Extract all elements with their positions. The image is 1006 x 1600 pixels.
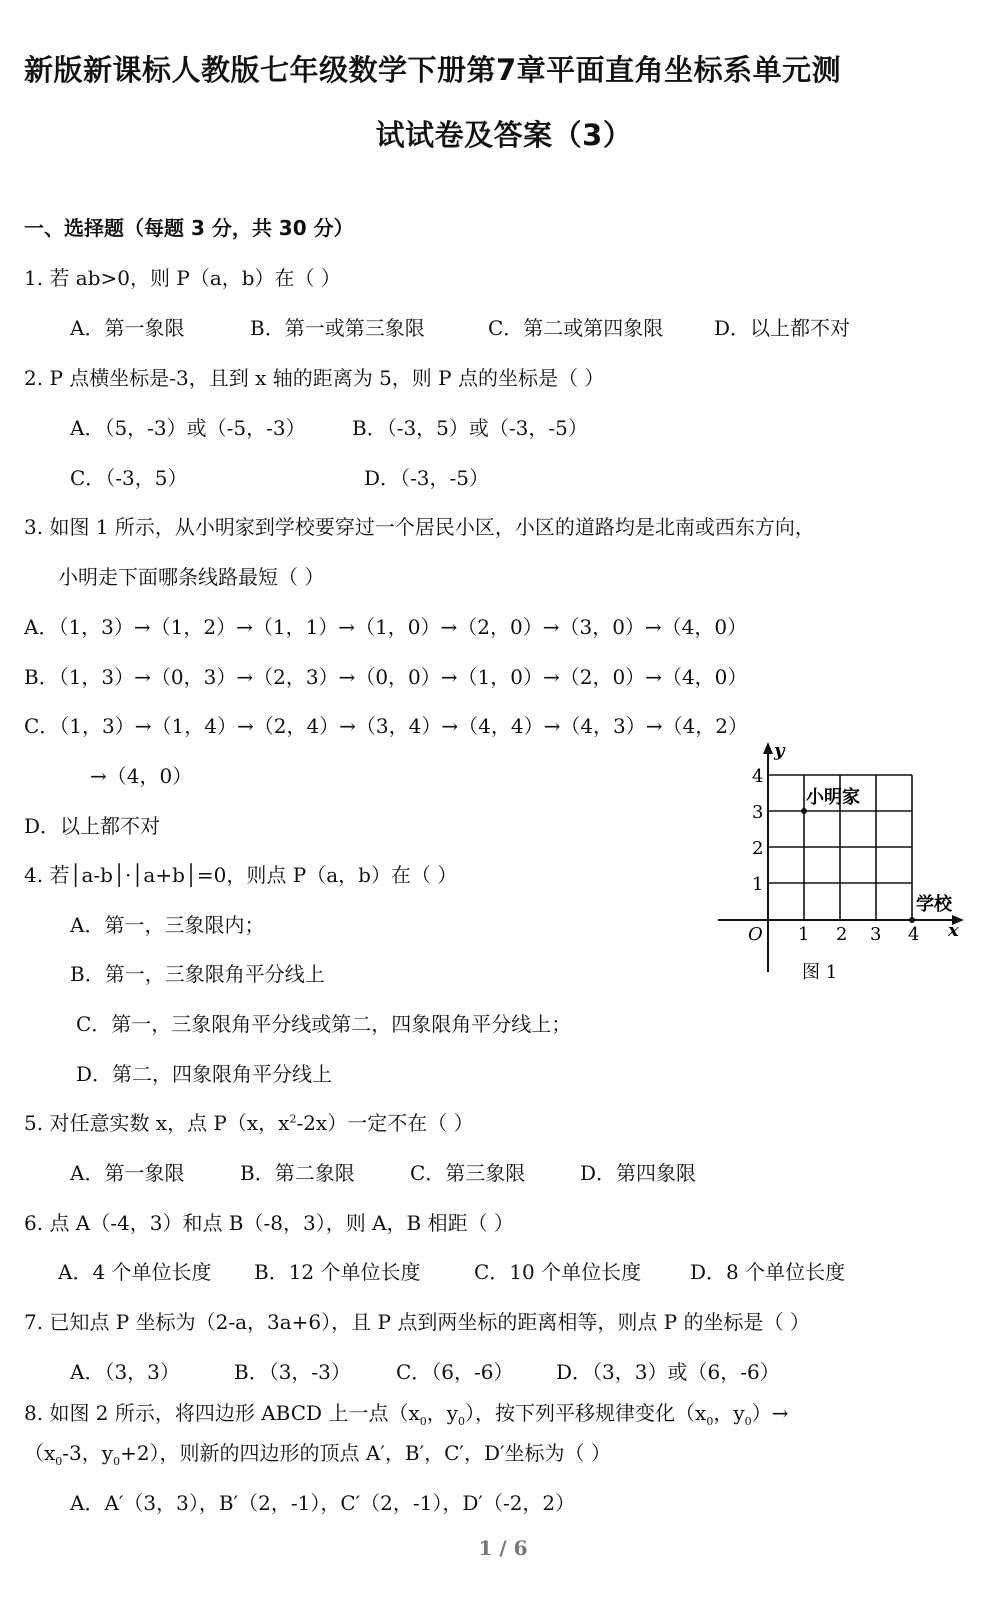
q2-option-b: B．（-3，5）或（-3，-5）: [352, 416, 588, 440]
q4-stem: 4. 若│a-b│·│a+b│=0，则点 P（a，b）在（ ）: [24, 863, 458, 887]
y-tick-2: 2: [752, 838, 764, 859]
q6-option-d: D．8 个单位长度: [690, 1260, 846, 1284]
q3-option-b: B．（1，3）→（0，3）→（2，3）→（0，0）→（1，0）→（2，0）→（4，0）: [24, 665, 748, 689]
q5-stem-post: -2x）一定不在（ ）: [296, 1111, 474, 1135]
q8-stem-line2: [24, 1437, 611, 1468]
home-point: [801, 808, 807, 814]
q8-option-a: A．A′（3，3），B′（2，-1），C′（2，-1），D′（-2，2）: [70, 1491, 576, 1515]
q6-option-c: C．10 个单位长度: [474, 1260, 642, 1284]
q8-sub-2: 0: [458, 1415, 466, 1428]
home-label: 小明家: [806, 787, 860, 808]
q7-option-d: D．（3，3）或（6，-6）: [556, 1360, 780, 1384]
x-tick-2: 2: [836, 924, 848, 945]
y-tick-1: 1: [752, 874, 764, 895]
q3-stem-line1: 3. 如图 1 所示，从小明家到学校要穿过一个居民小区，小区的道路均是北南或西东方向，: [24, 515, 815, 539]
y-tick-4: 4: [752, 766, 764, 787]
q8-sub-1: 0: [419, 1415, 427, 1428]
q6-option-b: B．12 个单位长度: [254, 1260, 421, 1284]
q1-option-a: A．第一象限: [70, 316, 185, 340]
q1-stem: 1. 若 ab>0，则 P（a，b）在（ ）: [24, 266, 341, 290]
q4-option-d: D．第二，四象限角平分线上: [76, 1062, 333, 1086]
q2-option-d: D．（-3，-5）: [364, 466, 489, 490]
q6-stem: 6. 点 A（-4，3）和点 B（-8，3），则 A，B 相距（ ）: [24, 1211, 514, 1235]
q7-option-a: A．（3，3）: [70, 1360, 180, 1384]
page-title-line2: 试试卷及答案（3）: [375, 118, 633, 152]
q1-option-c: C．第二或第四象限: [488, 316, 664, 340]
x-tick-3: 3: [870, 924, 882, 945]
q4-option-b: B．第一，三象限角平分线上: [70, 962, 325, 986]
q4-option-a: A．第一，三象限内；: [70, 913, 265, 937]
q4-option-c: C．第一，三象限角平分线或第二，四象限角平分线上；: [76, 1012, 572, 1036]
q8-l1e: ）→: [751, 1401, 789, 1425]
q6-option-a: A．4 个单位长度: [58, 1260, 212, 1284]
q1-option-b: B．第一或第三象限: [250, 316, 425, 340]
q2-option-c: C．（-3，5）: [70, 466, 188, 490]
figure-caption: 图 1: [802, 962, 838, 983]
q3-option-d: D．以上都不对: [24, 814, 161, 838]
q5-stem: [24, 1107, 474, 1136]
q3-option-a: A．（1，3）→（1，2）→（1，1）→（1，0）→（2，0）→（3，0）→（4，0）: [24, 615, 748, 639]
q8-l2b: -3，y: [62, 1441, 114, 1465]
q2-option-a: A．（5，-3）或（-5，-3）: [70, 416, 306, 440]
x-tick-1: 1: [798, 924, 810, 945]
q5-option-d: D．第四象限: [580, 1161, 697, 1185]
q8-l2a: （x: [24, 1441, 56, 1465]
q8-l1c: ），按下列平移规律变化（x: [465, 1401, 707, 1425]
q3-stem-line2: 小明走下面哪条线路最短（ ）: [58, 565, 325, 589]
origin-label: O: [748, 924, 763, 945]
q8-l1b: ，y: [426, 1401, 459, 1425]
x-axis-label: x: [948, 920, 959, 941]
page-title-line1: 新版新课标人教版七年级数学下册第7章平面直角坐标系单元测: [24, 53, 842, 87]
q7-option-b: B．（3，-3）: [234, 1360, 351, 1384]
section-heading: 一、选择题（每题 3 分，共 30 分）: [24, 216, 354, 240]
figure-1-grid: [712, 740, 972, 990]
q8-sub-4: 0: [744, 1415, 752, 1428]
q5-option-a: A．第一象限: [70, 1161, 185, 1185]
q7-option-c: C．（6，-6）: [396, 1360, 514, 1384]
page-number: 1 / 6: [478, 1536, 528, 1560]
q2-stem: 2. P 点横坐标是-3，且到 x 轴的距离为 5，则 P 点的坐标是（ ）: [24, 366, 605, 390]
q8-stem-line1: [24, 1397, 788, 1428]
q5-option-b: B．第二象限: [240, 1161, 355, 1185]
q3-option-c-cont: →（4，0）: [90, 764, 193, 788]
school-point: [909, 917, 915, 923]
q7-stem: 7. 已知点 P 坐标为（2-a，3a+6），且 P 点到两坐标的距离相等，则点 P 的坐标是（ ）: [24, 1310, 810, 1334]
q1-option-d: D．以上都不对: [714, 316, 851, 340]
y-tick-3: 3: [752, 802, 764, 823]
q8-l1a: 8. 如图 2 所示，将四边形 ABCD 上一点（x: [24, 1401, 420, 1425]
q8-sub-3: 0: [706, 1415, 714, 1428]
school-label: 学校: [916, 894, 952, 915]
x-tick-4: 4: [908, 924, 920, 945]
q8-sub-6: 0: [113, 1455, 121, 1468]
q8-l2c: +2），则新的四边形的顶点 A′，B′，C′，D′坐标为（ ）: [120, 1441, 611, 1465]
q5-stem-sup: 2: [289, 1112, 297, 1126]
q8-sub-5: 0: [55, 1455, 63, 1468]
q8-l1d: ，y: [713, 1401, 745, 1425]
q5-stem-pre: 5. 对任意实数 x，点 P（x，x: [24, 1111, 290, 1135]
q5-option-c: C．第三象限: [410, 1161, 526, 1185]
y-axis-label: y: [774, 740, 785, 761]
q3-option-c: C．（1，3）→（1，4）→（2，4）→（3，4）→（4，4）→（4，3）→（4，2）: [24, 714, 748, 738]
